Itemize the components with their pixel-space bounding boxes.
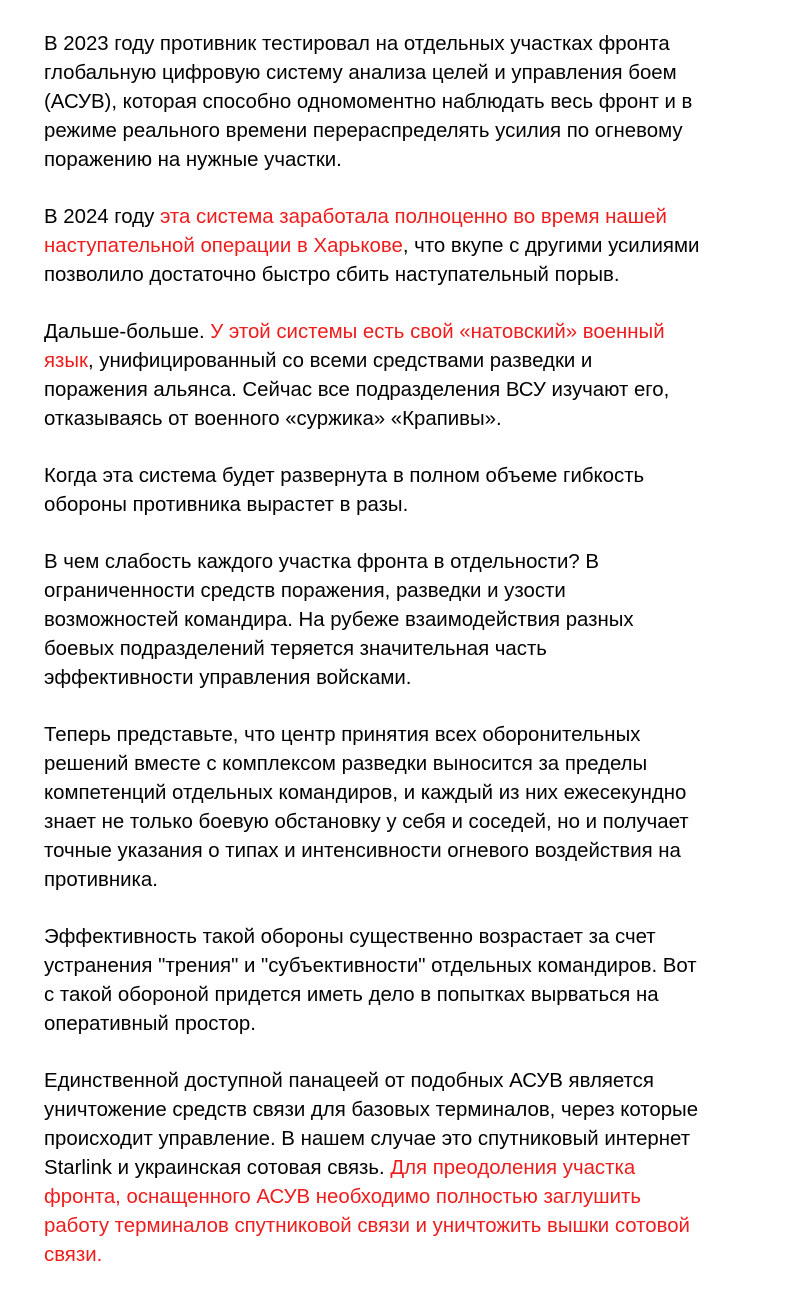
text-line <box>44 837 756 866</box>
text-line <box>44 1241 756 1270</box>
paragraph <box>44 548 756 693</box>
text-line <box>44 261 756 290</box>
highlighted-text: связи. <box>44 1244 103 1266</box>
text-line <box>44 405 756 434</box>
text-run: Эффективность такой обороны существенно возрастает за счет <box>44 926 656 948</box>
paragraph <box>44 721 756 895</box>
paragraph <box>44 318 756 434</box>
text-line <box>44 1125 756 1154</box>
text-run: позволило достаточно быстро сбить наступательный порыв. <box>44 264 620 286</box>
text-line <box>44 635 756 664</box>
text-line <box>44 30 756 59</box>
text-run: обороны противника вырастет в разы. <box>44 494 409 516</box>
highlighted-text: эта система заработала полноценно во время нашей <box>159 206 667 228</box>
text-line <box>44 952 756 981</box>
text-run: В 2023 году противник тестировал на отдельных участках фронта <box>44 33 670 55</box>
text-run: В 2024 году <box>44 206 160 228</box>
text-run: знает не только боевую обстановку у себя и соседей, но и получает <box>44 811 689 833</box>
text-run: В чем слабость каждого участка фронта в отдельности? В <box>44 551 599 573</box>
text-run: точные указания о типах и интенсивности огневого воздействия на <box>44 840 681 862</box>
highlighted-text: У этой системы есть свой «натовский» военный <box>210 321 665 343</box>
paragraph <box>44 30 756 175</box>
text-line <box>44 606 756 635</box>
text-line <box>44 1183 756 1212</box>
highlighted-text: язык <box>44 350 88 372</box>
text-run: возможностей командира. На рубеже взаимодействия разных <box>44 609 634 631</box>
text-run: Starlink и украинская сотовая связь. <box>44 1157 391 1179</box>
paragraph <box>44 462 756 520</box>
text-line <box>44 146 756 175</box>
text-line <box>44 808 756 837</box>
text-run: боевых подразделений теряется значительная часть <box>44 638 547 660</box>
highlighted-text: Для преодоления участка <box>390 1157 636 1179</box>
text-run: отказываясь от военного «суржика» «Крапивы». <box>44 408 502 430</box>
text-line <box>44 1096 756 1125</box>
text-line <box>44 491 756 520</box>
text-run: решений вместе с комплексом разведки выносится за пределы <box>44 753 648 775</box>
text-run: устранения "трения" и "субъективности" отдельных командиров. Вот <box>44 955 697 977</box>
text-run: , что вкупе с другими усилиями <box>402 235 700 257</box>
message-text <box>44 30 756 1298</box>
text-run: Единственной доступной панацеей от подобных АСУВ является <box>44 1070 654 1092</box>
text-line <box>44 866 756 895</box>
text-run: компетенций отдельных командиров, и каждый из них ежесекундно <box>44 782 687 804</box>
text-line <box>44 1067 756 1096</box>
text-run: Дальше-больше. <box>44 321 211 343</box>
text-line <box>44 577 756 606</box>
text-run: эффективности управления войсками. <box>44 667 412 689</box>
text-line <box>44 548 756 577</box>
text-line <box>44 1154 756 1183</box>
text-line <box>44 721 756 750</box>
text-run: противника. <box>44 869 158 891</box>
text-run: Теперь представьте, что центр принятия всех оборонительных <box>44 724 641 746</box>
text-line <box>44 779 756 808</box>
text-line <box>44 347 756 376</box>
text-run: глобальную цифровую систему анализа целей и управления боем <box>44 62 677 84</box>
text-run: уничтожение средств связи для базовых терминалов, через которые <box>44 1099 699 1121</box>
text-line <box>44 1212 756 1241</box>
text-line <box>44 117 756 146</box>
text-run: оперативный простор. <box>44 1013 256 1035</box>
text-line <box>44 376 756 405</box>
text-run: (АСУВ), которая способно одномоментно наблюдать весь фронт и в <box>44 91 693 113</box>
highlighted-text: фронта, оснащенного АСУВ необходимо полностью заглушить <box>44 1186 641 1208</box>
text-line <box>44 318 756 347</box>
text-run: Когда эта система будет развернута в полном объеме гибкость <box>44 465 645 487</box>
text-line <box>44 203 756 232</box>
text-run: режиме реального времени перераспределять усилия по огневому <box>44 120 683 142</box>
text-line <box>44 88 756 117</box>
text-run: поражения альянса. Сейчас все подразделения ВСУ изучают его, <box>44 379 670 401</box>
text-run: с такой обороной придется иметь дело в попытках вырваться на <box>44 984 659 1006</box>
paragraph <box>44 923 756 1039</box>
paragraph <box>44 1067 756 1270</box>
text-line <box>44 664 756 693</box>
text-run: происходит управление. В нашем случае это спутниковый интернет <box>44 1128 691 1150</box>
text-line <box>44 923 756 952</box>
text-line <box>44 750 756 779</box>
paragraph <box>44 203 756 290</box>
text-line <box>44 981 756 1010</box>
text-run: , унифицированный со всеми средствами разведки и <box>87 350 593 372</box>
text-line <box>44 232 756 261</box>
text-line <box>44 59 756 88</box>
highlighted-text: работу терминалов спутниковой связи и уничтожить вышки сотовой <box>44 1215 690 1237</box>
text-line <box>44 462 756 491</box>
highlighted-text: наступательной операции в Харькове <box>44 235 403 257</box>
text-line <box>44 1010 756 1039</box>
text-run: поражению на нужные участки. <box>44 149 342 171</box>
text-run: ограниченности средств поражения, разведки и узости <box>44 580 566 602</box>
